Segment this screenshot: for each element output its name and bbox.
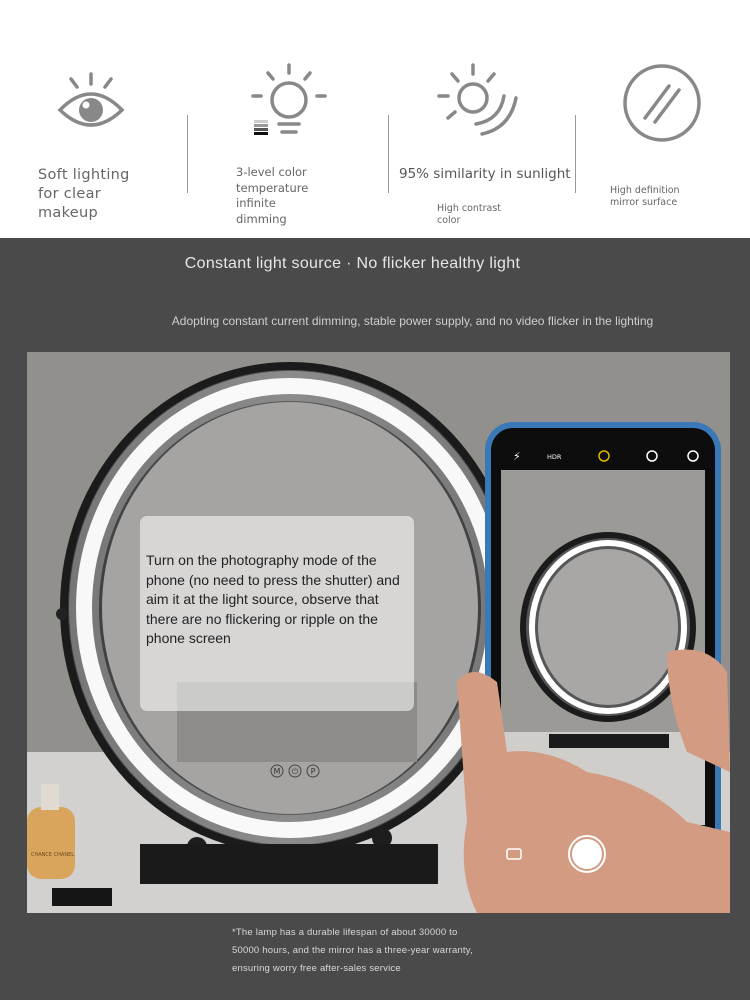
headline: Constant light source · No flicker healthy light [184, 255, 521, 272]
hdr-label: HDR [547, 453, 562, 461]
subline: Adopting constant current dimming, stable power supply, and no video flicker in the lighting [171, 314, 654, 328]
feature-color-temperature-text [236, 165, 346, 227]
eye-icon [56, 70, 126, 136]
feature-line: mirror surface [610, 197, 678, 208]
footnote-line: *The lamp has a durable lifespan of about 30000 to [232, 927, 458, 938]
perfume-label: CHANCE CHANEL [31, 852, 75, 858]
sun-icon [436, 62, 522, 142]
mirror-button-m: M [273, 767, 281, 776]
footnote [232, 924, 532, 978]
divider [388, 115, 389, 193]
mirror-button-power: ⏻ [291, 767, 299, 776]
feature-sunlight-title: 95% similarity in sunlight [399, 166, 571, 182]
feature-mirror-text [610, 185, 720, 209]
flash-icon: ⚡ [513, 450, 521, 463]
mirror-button-p: P [310, 767, 316, 776]
feature-line: High definition [610, 185, 680, 196]
footnote-line: ensuring worry free after-sales service [232, 963, 401, 974]
divider [187, 115, 188, 193]
feature-strip [0, 0, 750, 238]
feature-line: 3-level color [236, 165, 307, 179]
feature-sunlight-subtext [437, 203, 527, 227]
feature-line: High contrast [437, 203, 502, 214]
photo-caption: Turn on the photography mode of the phone (no need to press the shutter) and aim it at the light source, observe that there are no flickering or ripple on the phone screen [146, 552, 400, 646]
feature-line: color [437, 215, 461, 226]
feature-line: makeup [38, 205, 99, 221]
footnote-line: 50000 hours, and the mirror has a three-year warranty, [232, 945, 473, 956]
feature-line: dimming [236, 211, 287, 226]
feature-line: Soft lighting [38, 167, 130, 183]
bulb-icon [248, 62, 330, 142]
feature-soft-lighting-text [38, 166, 158, 223]
feature-line: temperature [236, 180, 309, 195]
mirror-icon [621, 62, 703, 144]
feature-line: for clear [38, 186, 102, 202]
feature-line: infinite [236, 196, 276, 210]
